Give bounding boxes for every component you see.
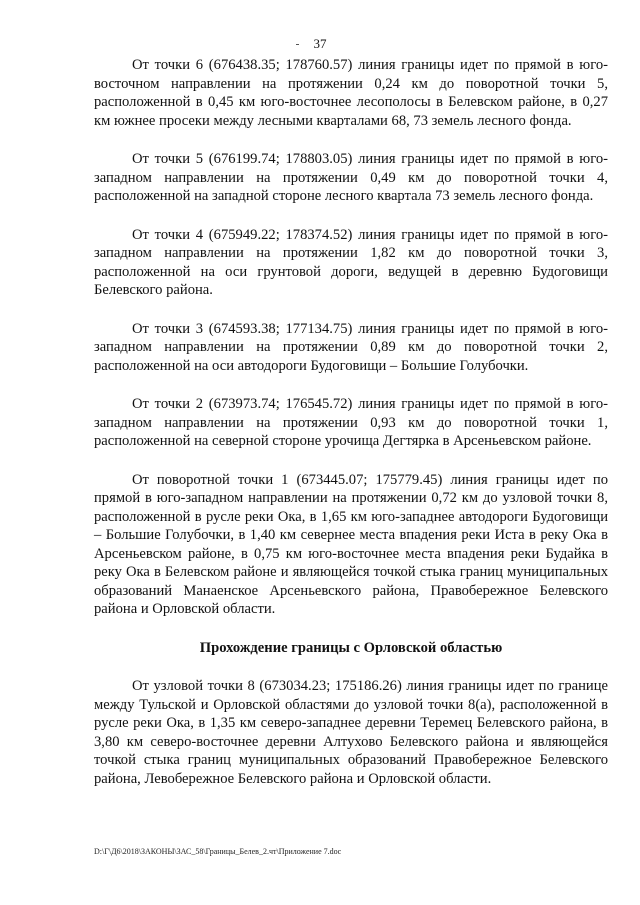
paragraph-point-1: От поворотной точки 1 (673445.07; 175779.45) линия границы идет по прямой в юго-западном направлении на протяжении 0,72 км до узловой точки 8, расположенной в русле реки Ока, в 1,65 км юго-западнее автодороги Будоговищи – Большие Голубочки, в 1,40 км севернее места впадения реки Иста в реку Ока в Арсеньевском районе, в 0,75 км юго-восточнее места впадения реки Будайка в реку Ока в Белевском районе и являющейся точкой стыка границ муниципальных образований Манаенское Арсеньевского района, Правобережное Белевского района и Орловской области.	[94, 471, 608, 617]
page-number: 37	[313, 36, 327, 51]
section-heading: Прохождение границы с Орловской областью	[199, 639, 503, 656]
paragraph-node-8: От узловой точки 8 (673034.23; 175186.26) линия границы идет по границе между Тульской и Орловской областями до узловой точки 8(а), расположенной в русле реки Ока, в 1,35 км северо-западнее деревни Теремец Белевского района, в 3,80 км северо-восточнее деревни Алтухово Белевского района и являющейся точкой стыка границ муниципальных образований Правобережное Белевского района, Левобережное Белевского района и Орловской области.	[94, 678, 608, 787]
scan-speck	[296, 44, 299, 45]
footer-file-path: D:\Г\Д6\2018\ЗАКОНЫ\ЗАС_58\Границы_Белев_2.чт\Приложение 7.doc	[94, 847, 342, 856]
paragraph-point-2: От точки 2 (673973.74; 176545.72) линия границы идет по прямой в юго-западном направлении на протяжении 0,93 км до поворотной точки 1, расположенной на северной стороне урочища Дегтярка в Арсеньевском районе.	[94, 396, 608, 449]
document-body	[94, 56, 608, 808]
paragraph-point-6: От точки 6 (676438.35; 178760.57) линия границы идет по прямой в юго-восточном направлении на протяжении 0,24 км до поворотной точки 5, расположенной в 0,45 км юго-восточнее лесополосы в Белевском районе, в 0,27 км южнее просеки между лесными кварталами 68, 73 земель лесного фонда.	[94, 57, 608, 129]
paragraph-point-5: От точки 5 (676199.74; 178803.05) линия границы идет по прямой в юго-западном направлении на протяжении 0,49 км до поворотной точки 4, расположенной на западной стороне лесного квартала 73 земель лесного фонда.	[94, 151, 608, 204]
paragraph-point-3: От точки 3 (674593.38; 177134.75) линия границы идет по прямой в юго-западном направлении на протяжении 0,89 км до поворотной точки 2, расположенной на оси автодороги Будоговищи – Большие Голубочки.	[94, 320, 608, 374]
paragraph-point-4: От точки 4 (675949.22; 178374.52) линия границы идет по прямой в юго-западном направлении на протяжении 1,82 км до поворотной точки 3, расположенной на оси грунтовой дороги, ведущей в деревню Будоговищи Белевского района.	[94, 226, 608, 298]
